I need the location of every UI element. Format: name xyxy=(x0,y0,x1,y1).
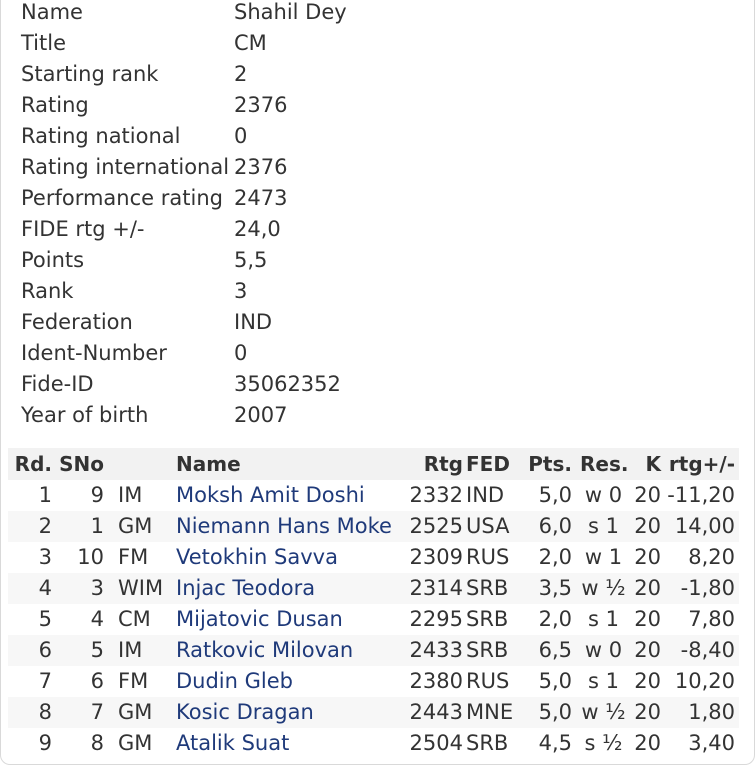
info-value: CM xyxy=(234,31,267,55)
cell-title: FM xyxy=(118,545,149,569)
cell-sno: 4 xyxy=(90,607,104,631)
info-value: 2007 xyxy=(234,403,288,427)
table-row xyxy=(8,511,739,542)
table-row xyxy=(8,697,739,728)
info-row-points xyxy=(1,245,755,276)
cell-k: 20 xyxy=(634,483,661,507)
opponent-name-link[interactable]: Vetokhin Savva xyxy=(176,545,338,569)
info-label: Rating international xyxy=(21,155,230,179)
cell-sno: 9 xyxy=(90,483,104,507)
cell-sno: 5 xyxy=(90,638,104,662)
header-rtg-diff[interactable]: rtg+/- xyxy=(668,452,735,476)
cell-rd: 6 xyxy=(38,638,52,662)
cell-title: IM xyxy=(118,638,143,662)
info-value: 0 xyxy=(234,341,248,365)
cell-title: CM xyxy=(118,607,151,631)
cell-rd: 7 xyxy=(38,669,52,693)
info-value: 3 xyxy=(234,279,248,303)
cell-rtg-diff: 10,20 xyxy=(674,669,735,693)
info-label: Starting rank xyxy=(21,62,159,86)
opponent-name-link[interactable]: Niemann Hans Moke xyxy=(176,514,392,538)
cell-res: w ½ xyxy=(581,576,626,600)
info-row-rating-international xyxy=(1,152,755,183)
info-value: 2376 xyxy=(234,93,288,117)
cell-pts: 6,5 xyxy=(538,638,572,662)
info-row-starting-rank xyxy=(1,59,755,90)
info-value: 0 xyxy=(234,124,248,148)
info-row-fide-rtg xyxy=(1,214,755,245)
cell-rtg: 2433 xyxy=(409,638,463,662)
cell-pts: 2,0 xyxy=(538,545,572,569)
cell-rd: 4 xyxy=(38,576,52,600)
opponent-name-link[interactable]: Kosic Dragan xyxy=(176,700,314,724)
cell-rtg: 2309 xyxy=(409,545,463,569)
cell-pts: 3,5 xyxy=(538,576,572,600)
header-fed[interactable]: FED xyxy=(466,452,510,476)
opponent-name-link[interactable]: Injac Teodora xyxy=(176,576,316,600)
cell-fed: USA xyxy=(466,514,510,538)
cell-fed: RUS xyxy=(466,545,510,569)
cell-rtg: 2525 xyxy=(409,514,463,538)
cell-sno: 8 xyxy=(90,731,104,755)
cell-k: 20 xyxy=(634,638,661,662)
opponent-name-link[interactable]: Moksh Amit Doshi xyxy=(176,483,365,507)
cell-pts: 5,0 xyxy=(538,669,572,693)
header-name[interactable]: Name xyxy=(176,452,241,476)
cell-rtg: 2443 xyxy=(409,700,463,724)
cell-rtg: 2504 xyxy=(409,731,463,755)
opponent-name-link[interactable]: Dudin Gleb xyxy=(176,669,293,693)
header-res[interactable]: Res. xyxy=(580,452,629,476)
info-row-federation xyxy=(1,307,755,338)
cell-sno: 3 xyxy=(90,576,104,600)
cell-pts: 5,0 xyxy=(538,483,572,507)
cell-sno: 10 xyxy=(77,545,104,569)
info-label: Title xyxy=(21,31,67,55)
cell-title: WIM xyxy=(118,576,164,600)
cell-rd: 3 xyxy=(38,545,52,569)
cell-rd: 9 xyxy=(38,731,52,755)
opponent-name-link[interactable]: Atalik Suat xyxy=(176,731,290,755)
cell-rtg: 2332 xyxy=(409,483,463,507)
cell-rtg-diff: 1,80 xyxy=(688,700,735,724)
info-value: 2473 xyxy=(234,186,288,210)
header-rtg[interactable]: Rtg xyxy=(423,452,463,476)
info-label: Rating xyxy=(21,93,89,117)
cell-k: 20 xyxy=(634,545,661,569)
cell-k: 20 xyxy=(634,576,661,600)
info-label: Rating national xyxy=(21,124,181,148)
cell-rtg-diff: 14,00 xyxy=(674,514,735,538)
cell-fed: SRB xyxy=(466,576,509,600)
info-row-rating xyxy=(1,90,755,121)
cell-res: s 1 xyxy=(588,669,619,693)
info-row-rating-national xyxy=(1,121,755,152)
info-label: Rank xyxy=(21,279,74,303)
info-value: IND xyxy=(234,310,273,334)
cell-res: w 1 xyxy=(584,545,623,569)
info-value: 35062352 xyxy=(234,372,341,396)
info-row-title xyxy=(1,28,755,59)
cell-res: w 0 xyxy=(584,483,623,507)
info-value: 24,0 xyxy=(234,217,281,241)
results-header-row xyxy=(8,448,739,480)
cell-k: 20 xyxy=(634,669,661,693)
cell-rtg-diff: -8,40 xyxy=(680,638,735,662)
header-sno[interactable]: SNo xyxy=(59,452,104,476)
cell-rtg-diff: 7,80 xyxy=(688,607,735,631)
cell-fed: SRB xyxy=(466,607,509,631)
cell-rd: 1 xyxy=(38,483,52,507)
info-row-performance-rating xyxy=(1,183,755,214)
cell-res: s ½ xyxy=(584,731,623,755)
info-row-rank xyxy=(1,276,755,307)
info-label: Name xyxy=(21,0,83,24)
cell-rtg-diff: 3,40 xyxy=(688,731,735,755)
info-row-fide-id xyxy=(1,369,755,400)
table-row xyxy=(8,635,739,666)
table-row xyxy=(8,480,739,511)
info-label: Ident-Number xyxy=(21,341,167,365)
cell-k: 20 xyxy=(634,700,661,724)
cell-k: 20 xyxy=(634,607,661,631)
cell-rtg: 2380 xyxy=(409,669,463,693)
table-row xyxy=(8,604,739,635)
table-row xyxy=(8,728,739,759)
cell-title: GM xyxy=(118,700,153,724)
cell-rtg: 2295 xyxy=(409,607,463,631)
cell-sno: 1 xyxy=(90,514,104,538)
cell-rtg-diff: -1,80 xyxy=(680,576,735,600)
opponent-name-link[interactable]: Ratkovic Milovan xyxy=(176,638,354,662)
info-label: FIDE rtg +/- xyxy=(21,217,145,241)
cell-fed: SRB xyxy=(466,638,509,662)
cell-pts: 4,5 xyxy=(538,731,572,755)
info-label: Fide-ID xyxy=(21,372,94,396)
cell-fed: RUS xyxy=(466,669,510,693)
cell-fed: IND xyxy=(466,483,505,507)
cell-k: 20 xyxy=(634,514,661,538)
info-row-name xyxy=(1,0,755,28)
info-row-year-of-birth xyxy=(1,400,755,431)
cell-title: IM xyxy=(118,483,143,507)
info-label: Performance rating xyxy=(21,186,223,210)
header-pts[interactable]: Pts. xyxy=(528,452,572,476)
info-label: Points xyxy=(21,248,85,272)
info-label: Year of birth xyxy=(21,403,149,427)
table-row xyxy=(8,542,739,573)
cell-sno: 7 xyxy=(90,700,104,724)
info-row-ident-number xyxy=(1,338,755,369)
cell-res: s 1 xyxy=(588,514,619,538)
cell-pts: 2,0 xyxy=(538,607,572,631)
cell-pts: 5,0 xyxy=(538,700,572,724)
info-value: 2 xyxy=(234,62,248,86)
cell-rd: 2 xyxy=(38,514,52,538)
cell-fed: MNE xyxy=(466,700,514,724)
cell-fed: SRB xyxy=(466,731,509,755)
table-row xyxy=(8,666,739,697)
header-k[interactable]: K xyxy=(645,452,661,476)
cell-rd: 5 xyxy=(38,607,52,631)
opponent-name-link[interactable]: Mijatovic Dusan xyxy=(176,607,343,631)
cell-sno: 6 xyxy=(90,669,104,693)
cell-rtg-diff: 8,20 xyxy=(688,545,735,569)
cell-rtg: 2314 xyxy=(409,576,463,600)
info-value: 2376 xyxy=(234,155,288,179)
cell-rd: 8 xyxy=(38,700,52,724)
info-label: Federation xyxy=(21,310,133,334)
cell-res: w ½ xyxy=(581,700,626,724)
cell-title: GM xyxy=(118,731,153,755)
cell-res: w 0 xyxy=(584,638,623,662)
cell-title: GM xyxy=(118,514,153,538)
info-value: 5,5 xyxy=(234,248,268,272)
cell-k: 20 xyxy=(634,731,661,755)
cell-rtg-diff: -11,20 xyxy=(667,483,735,507)
cell-pts: 6,0 xyxy=(538,514,572,538)
cell-res: s 1 xyxy=(588,607,619,631)
table-row xyxy=(8,573,739,604)
header-rd[interactable]: Rd. xyxy=(14,452,52,476)
cell-title: FM xyxy=(118,669,149,693)
info-value: Shahil Dey xyxy=(234,0,347,24)
